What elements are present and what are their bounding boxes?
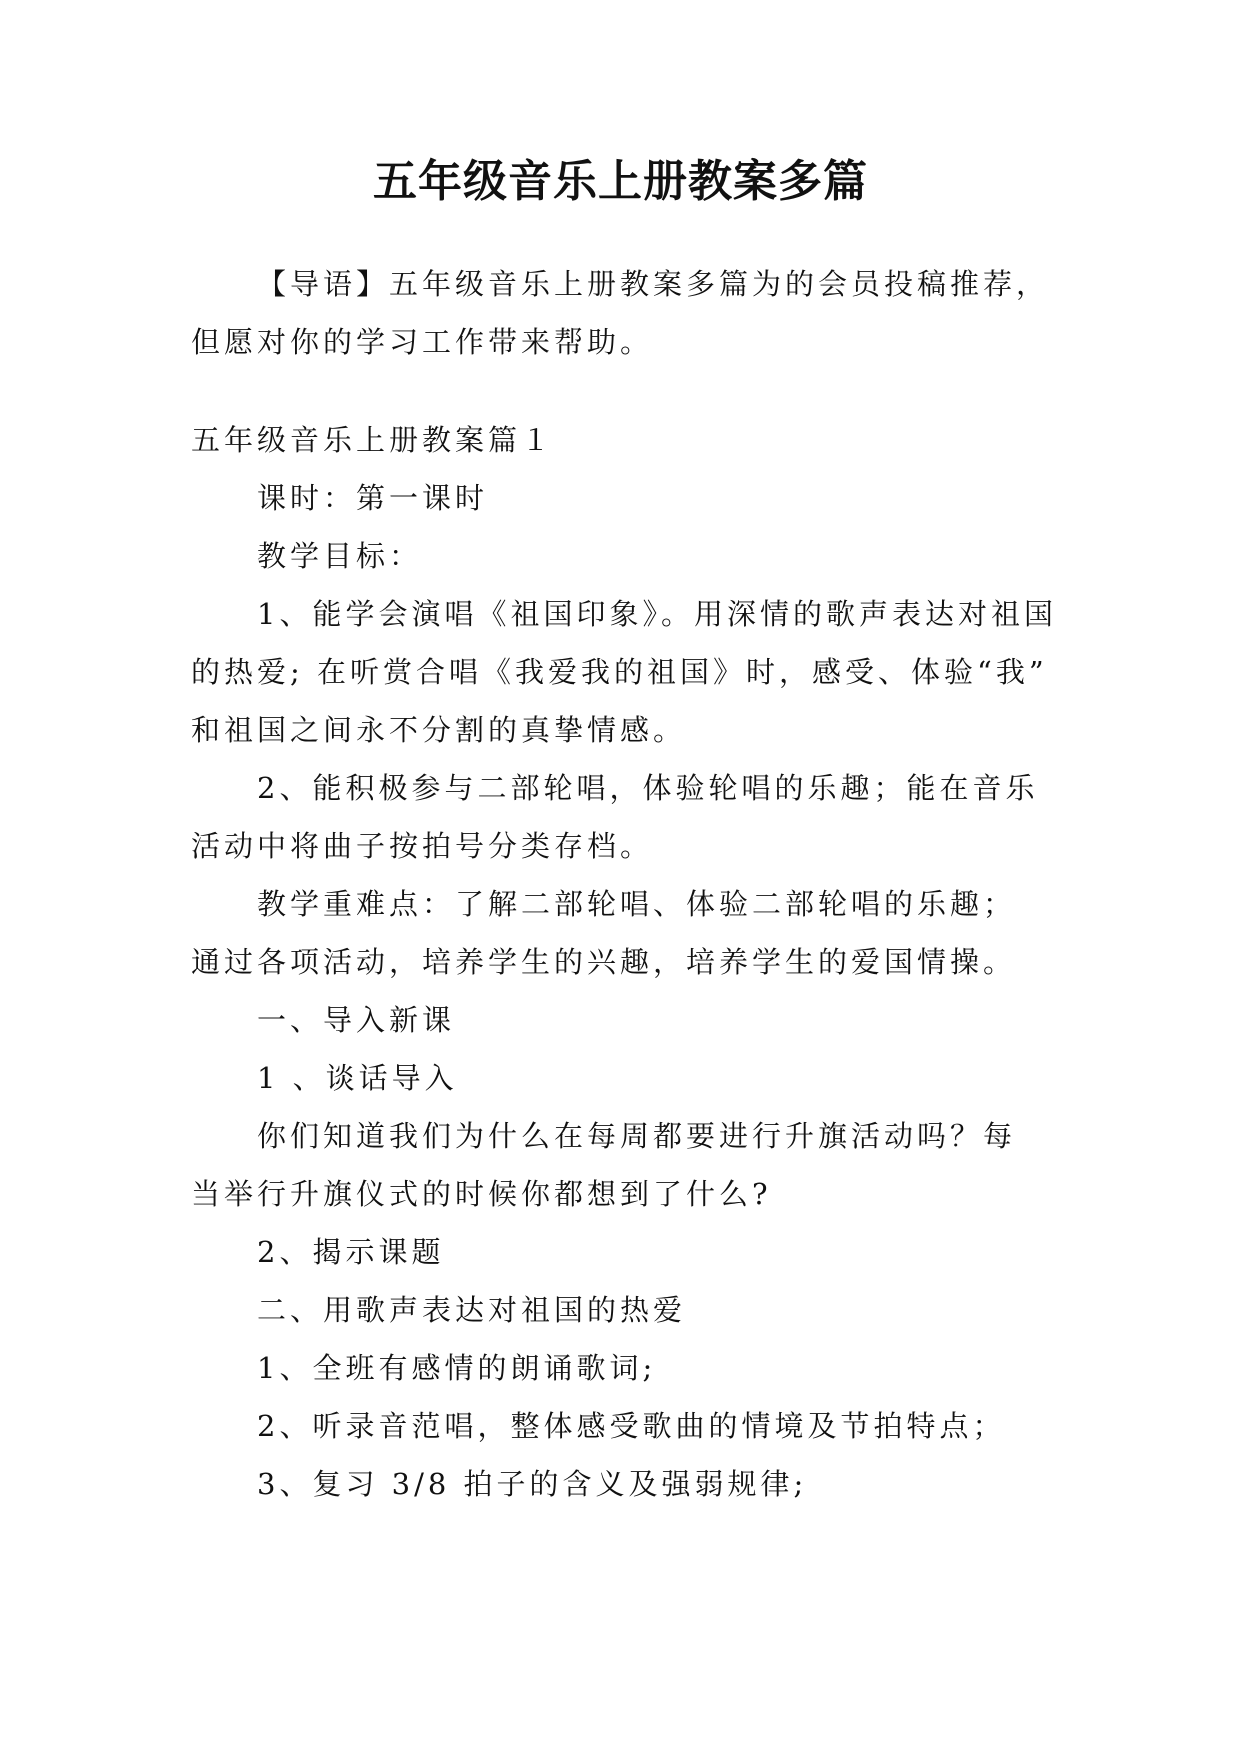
- body-line: 1、能学会演唱《祖国印象》。用深情的歌声表达对祖国: [257, 597, 1057, 631]
- body-line: 2、能积极参与二部轮唱，体验轮唱的乐趣；能在音乐: [257, 771, 1039, 805]
- body-line: 3、复习 3/8 拍子的含义及强弱规律;: [257, 1467, 808, 1501]
- intro-line-1: 【导语】五年级音乐上册教案多篇为的会员投稿推荐，: [257, 267, 1050, 301]
- body-line: 课时：第一课时: [257, 481, 489, 515]
- body-line: 2、揭示课题: [257, 1235, 445, 1269]
- section-body: [191, 411, 1057, 1513]
- intro-line-2: 但愿对你的学习工作带来帮助。: [191, 325, 654, 359]
- body-line: 通过各项活动，培养学生的兴趣，培养学生的爱国情操。: [191, 945, 1017, 979]
- body-line: 教学重难点：了解二部轮唱、体验二部轮唱的乐趣；: [257, 887, 1017, 921]
- body-line: 1、全班有感情的朗诵歌词;: [257, 1351, 657, 1385]
- intro-paragraph: [191, 255, 1051, 371]
- body-line: 你们知道我们为什么在每周都要进行升旗活动吗？每: [257, 1119, 1017, 1153]
- body-line: 活动中将曲子按拍号分类存档。: [191, 829, 654, 863]
- body-line: 1 、谈话导入: [257, 1061, 458, 1095]
- body-line: 二、用歌声表达对祖国的热爱: [257, 1293, 687, 1327]
- body-line: 教学目标：: [257, 539, 423, 573]
- document-title: 五年级音乐上册教案多篇: [373, 156, 868, 207]
- section-heading: 五年级音乐上册教案篇１: [191, 423, 555, 457]
- body-line: 和祖国之间永不分割的真挚情感。: [191, 713, 687, 747]
- body-line: 2、听录音范唱，整体感受歌曲的情境及节拍特点；: [257, 1409, 1006, 1443]
- body-line: 的热爱; 在听赏合唱《我爱我的祖国》时，感受、体验“我”: [191, 655, 1048, 689]
- body-line: 当举行升旗仪式的时候你都想到了什么?: [191, 1177, 772, 1211]
- body-line: 一、导入新课: [257, 1003, 456, 1037]
